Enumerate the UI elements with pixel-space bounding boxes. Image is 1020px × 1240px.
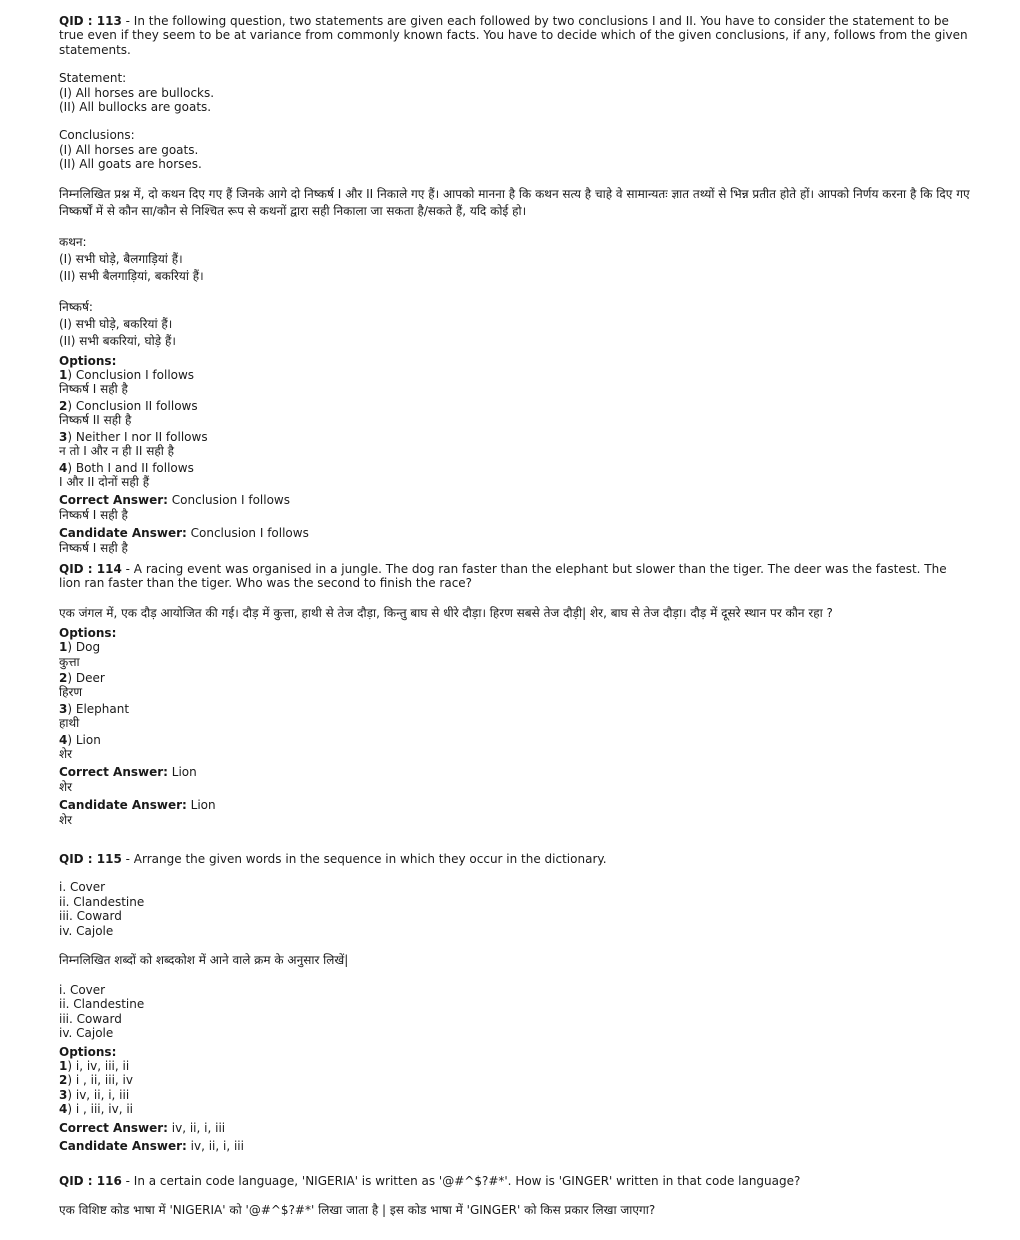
word-item: iv. Cajole [59, 923, 114, 938]
correct-answer: Correct Answer: Conclusion I follows [59, 493, 290, 508]
options-list [59, 1059, 971, 1117]
option-item-hi: I और II दोनों सही हैं [59, 474, 150, 489]
word-item: ii. Clandestine [59, 894, 145, 909]
option-item-hi: हिरण [59, 685, 83, 700]
candidate-answer: Candidate Answer: iv, ii, i, iii [59, 1139, 244, 1154]
question-114-text-en: QID : 114 - A racing event was organised in a jungle. The dog ran faster than the elephant but slower than the tiger. The deer was the fastest. The lion ran faster than the tiger. Who was the second to finish the race? [59, 562, 947, 591]
conclusions-label-hi: निष्कर्ष: [59, 299, 93, 314]
option-item-hi: न तो I और न ही II सही है [59, 444, 175, 459]
candidate-answer: Candidate Answer: Lion [59, 798, 216, 813]
statement-line-hi: (I) सभी घोड़े, बैलगाड़ियां हैं। [59, 251, 183, 266]
option-item: 1) i, iv, iii, ii [59, 1059, 130, 1074]
option-item: 4) Both I and II follows [59, 460, 194, 475]
question-116-text-en: QID : 116 - In a certain code language, 'NIGERIA' is written as '@#^$?#*'. How is 'GINGER' written in that code language? [59, 1174, 801, 1188]
option-item: 1) Dog [59, 640, 101, 655]
conclusion-line: (I) All horses are goats. [59, 142, 199, 157]
options-label: Options: [59, 1044, 117, 1059]
question-115-text-en: QID : 115 - Arrange the given words in the sequence in which they occur in the dictionary. [59, 852, 607, 866]
word-item: iii. Coward [59, 909, 122, 924]
word-item: i. Cover [59, 880, 106, 895]
option-item: 4) Lion [59, 732, 101, 747]
correct-answer-hi: निष्कर्ष I सही है [59, 507, 128, 522]
options-label: Options: [59, 353, 117, 368]
question-115 [59, 852, 971, 1154]
question-114 [59, 562, 971, 827]
word-item-hi: iii. Coward [59, 1011, 122, 1026]
question-113-text-hi: निम्नलिखित प्रश्न में, दो कथन दिए गए हैं जिनके आगे दो निष्कर्ष I और II निकाले गए हैं। आपको मानना है कि कथन सत्य है चाहे वे सामान्यतः ज्ञात तथ्यों से भिन्न प्रतीत होते हों। आपको निर्णय करना है कि दिए गए निष्कर्षों में से कौन सा/कौन से निश्चित रूप से कथनों द्वारा सही निकाला जा सकता है/सकते हैं, यदि कोई हो। [59, 186, 970, 218]
option-item-hi: निष्कर्ष II सही है [59, 413, 132, 428]
option-item-hi: शेर [59, 747, 73, 762]
conclusions-label: Conclusions: [59, 128, 135, 143]
statement-line-hi: (II) सभी बैलगाड़ियां, बकरियां हैं। [59, 268, 204, 283]
statement-line: (I) All horses are bullocks. [59, 85, 215, 100]
option-item: 3) Neither I nor II follows [59, 429, 208, 444]
correct-answer-hi: शेर [59, 779, 73, 794]
word-item-hi: ii. Clandestine [59, 997, 145, 1012]
statement-label-hi: कथन: [59, 234, 87, 249]
statement-label: Statement: [59, 71, 127, 86]
options-label: Options: [59, 625, 117, 640]
candidate-answer: Candidate Answer: Conclusion I follows [59, 526, 309, 541]
option-item: 3) iv, ii, i, iii [59, 1087, 130, 1102]
word-item-hi: i. Cover [59, 983, 106, 998]
option-item: 2) Conclusion II follows [59, 398, 198, 413]
question-113-text-en: QID : 113 - In the following question, two statements are given each followed by two conclusions I and II. You have to consider the statement to be true even if they seem to be at variance from commonly known facts. You have to decide which of the given conclusions, if any, follows from the given statements. [59, 14, 968, 57]
options-list [59, 368, 971, 489]
question-116-text-hi: एक विशिष्ट कोड भाषा में 'NIGERIA' को '@#^$?#*' लिखा जाता है | इस कोड भाषा में 'GINGER' को किस प्रकार लिखा जाएगा? [59, 1203, 656, 1218]
option-item-hi: हाथी [59, 716, 80, 731]
option-item: 2) Deer [59, 671, 105, 686]
options-list [59, 640, 971, 761]
conclusion-line: (II) All goats are horses. [59, 157, 202, 172]
option-item: 2) i , ii, iii, iv [59, 1073, 133, 1088]
option-item: 1) Conclusion I follows [59, 368, 195, 383]
correct-answer: Correct Answer: iv, ii, i, iii [59, 1120, 226, 1135]
conclusion-line-hi: (II) सभी बकरियां, घोड़े हैं। [59, 333, 176, 348]
statement-line: (II) All bullocks are goats. [59, 100, 212, 115]
qid-label: QID : 113 [59, 14, 122, 28]
candidate-answer-hi: शेर [59, 812, 73, 827]
correct-answer: Correct Answer: Lion [59, 765, 197, 780]
candidate-answer-hi: निष्कर्ष I सही है [59, 540, 128, 555]
option-item-hi: कुत्ता [59, 654, 80, 669]
option-item: 4) i , iii, iv, ii [59, 1102, 133, 1117]
question-115-text-hi: निम्नलिखित शब्दों को शब्दकोश में आने वाले क्रम के अनुसार लिखें| [59, 953, 349, 968]
question-114-text-hi: एक जंगल में, एक दौड़ आयोजित की गई। दौड़ में कुत्ता, हाथी से तेज दौड़ा, किन्तु बाघ से धीरे दौड़ा। हिरण सबसे तेज दौड़ी| शेर, बाघ से तेज दौड़ा। दौड़ में दूसरे स्थान पर कौन रहा ? [59, 605, 833, 620]
option-item: 3) Elephant [59, 701, 130, 716]
question-116 [59, 1174, 971, 1219]
option-item-hi: निष्कर्ष I सही है [59, 382, 128, 397]
conclusion-line-hi: (I) सभी घोड़े, बकरियां हैं। [59, 316, 173, 331]
question-113 [59, 14, 971, 555]
word-item-hi: iv. Cajole [59, 1026, 114, 1041]
